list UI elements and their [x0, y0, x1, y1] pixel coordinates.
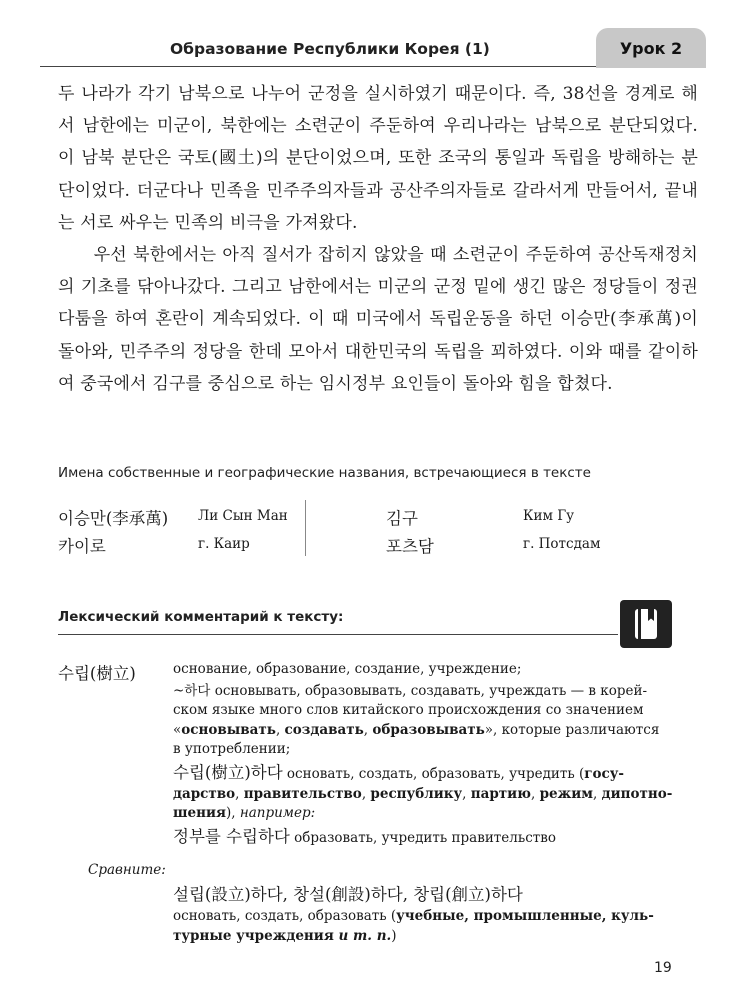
name-korean: 카이로 — [58, 537, 106, 556]
name-korean: 포츠담 — [386, 537, 434, 556]
names-row — [58, 505, 658, 533]
name-russian: г. Потсдам — [523, 536, 601, 552]
example-line: шения), например: — [173, 805, 316, 821]
lesson-tab: Урок 2 — [596, 28, 706, 68]
headword: 수립(樹立) — [58, 664, 136, 683]
main-text — [58, 78, 698, 400]
page-number: 19 — [654, 960, 672, 976]
definition-line: основание, образование, создание, учреждение; — [173, 661, 522, 677]
suffix-hada: ~하다 — [173, 682, 211, 699]
name-russian: г. Каир — [198, 536, 250, 552]
example-line: 정부를 수립하다 образовать, учредить правительство — [173, 826, 556, 846]
definition-line: ~하다 основывать, образовывать, создавать, учреждать — в корей- — [173, 682, 648, 699]
compare-block — [173, 882, 683, 946]
definition-line: «основывать, создавать, образовывать», которые различаются — [173, 721, 660, 738]
name-russian: Ким Гу — [523, 508, 575, 524]
compare-label: Сравните: — [88, 862, 166, 878]
definition-line: ском языке много слов китайского происхождения со значением — [173, 702, 644, 718]
entry-definitions — [173, 660, 683, 849]
compare-russian: основать, создать, образовать (учебные, промышленные, куль- — [173, 908, 654, 924]
example-line: дарство, правительство, республику, партию, режим, дипотно- — [173, 785, 673, 802]
name-korean: 이승만(李承萬) — [58, 509, 169, 528]
compare-korean: 설립(設立)하다, 창설(創設)하다, 창립(創立)하다 — [173, 885, 523, 904]
example-line: 수립(樹立)하다 основать, создать, образовать, учредить (госу- — [173, 762, 625, 782]
names-row — [58, 533, 658, 561]
page-header — [40, 28, 706, 68]
chapter-title: Образование Республики Корея (1) — [170, 40, 490, 58]
lexical-heading: Лексический комментарий к тексту: — [58, 609, 344, 625]
book-icon — [620, 600, 672, 648]
definition-line: в употреблении; — [173, 741, 291, 757]
name-russian: Ли Сын Ман — [198, 508, 288, 524]
paragraph: 우선 북한에서는 아직 질서가 잡히지 않았을 때 소련군이 주둔하여 공산독재정치의 기초를 닦아나갔다. 그리고 남한에서는 미군의 군정 밑에 생긴 많은 정당들이 정권다툼을 하여 혼란이 계속되었다. 이 때 미국에서 독립운동을 하던 이승만(李承萬)이 돌아와, 민주주의 정당을 한데 모아서 대한민국의 독립을 꾀하였다. 이와 때를 같이하여 중국에서 김구를 중심으로 하는 임시정부 요인들이 돌아와 힘을 합쳤다. — [58, 245, 698, 394]
names-heading: Имена собственные и географические названия, встречающиеся в тексте — [58, 465, 591, 481]
compare-russian: турные учреждения и т. п.) — [173, 927, 397, 944]
names-table — [58, 505, 658, 561]
paragraph: 두 나라가 각기 남북으로 나누어 군정을 실시하였기 때문이다. 즉, 38선을 경계로 해서 남한에는 미군이, 북한에는 소련군이 주둔하여 우리나라는 남북으로 분단되었다. 이 남북 분단은 국토(國土)의 분단이었으며, 또한 조국의 통일과 독립을 방해하는 분단이었다. 더군다나 민족을 민주주의자들과 공산주의자들로 갈라서게 만들어서, 끝내는 서로 싸우는 민족의 비극을 가져왔다. — [58, 84, 698, 233]
lexical-rule — [58, 634, 618, 635]
name-korean: 김구 — [386, 509, 418, 528]
